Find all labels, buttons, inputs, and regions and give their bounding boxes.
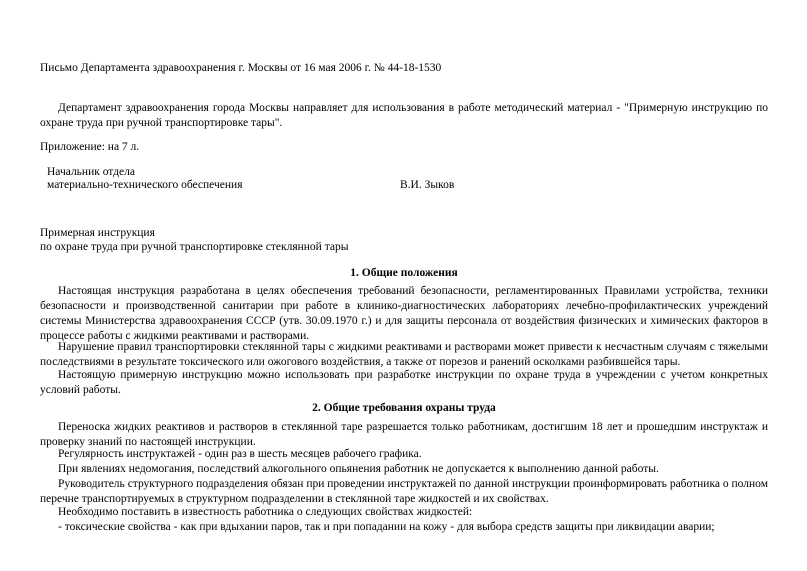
letter-title: Письмо Департамента здравоохранения г. Москвы от 16 мая 2006 г. № 44-18-1530 [40,62,442,74]
section2-paragraph: Регулярность инструктажей - один раз в шесть месяцев рабочего графика. [58,448,422,460]
section-heading-general: 1. Общие положения [350,267,458,279]
section1-paragraph: Настоящая инструкция разработана в целях обеспечения требований безопасности, регламентированных Правилами устройства, техники безопасности и производственной санитарии при работе в клинико-диагностических лабораториях лечебно-профилактических учреждений системы Министерства здравоохранения СССР (утв. 30.09.1970 г.) и для защиты персонала от воздействия физических и химических факторов в процессе работы с жидкими реактивами и растворами. [40,285,768,342]
letter-appendix: Приложение: на 7 л. [40,141,140,153]
signatory-name: В.И. Зыков [400,179,455,191]
section1-paragraph: Настоящую примерную инструкцию можно использовать при разработке инструкции по охране труда в учреждении с учетом конкретных условий работы. [40,369,768,396]
section2-paragraph: При явлениях недомогания, последствий алкогольного опьянения работник не допускается к выполнению данной работы. [58,463,659,475]
signatory-position-line2: материально-технического обеспечения [47,179,243,191]
section2-paragraph: Необходимо поставить в известность работника о следующих свойствах жидкостей: [58,506,473,518]
section2-paragraph: - токсические свойства - как при вдыхании паров, так и при попадании на кожу - для выбора средств защиты при ликвидации аварии; [58,521,715,533]
section2-paragraph: Переноска жидких реактивов и растворов в стеклянной таре разрешается только работникам, достигшим 18 лет и прошедшим инструктаж и проверку знаний по настоящей инструкции. [40,421,768,448]
letter-intro: Департамент здравоохранения города Москвы направляет для использования в работе методический материал - "Примерную инструкцию по охране труда при ручной транспортировке тары". [40,102,768,129]
instruction-title-line1: Примерная инструкция [40,227,155,239]
instruction-title-line2: по охране труда при ручной транспортировке стеклянной тары [40,241,349,253]
section2-paragraph: Руководитель структурного подразделения обязан при проведении инструктажей по данной инструкции проинформировать работника о полном перечне транспортируемых в структурном подразделении в стеклянной таре жидкостей и их свойствах. [40,478,768,505]
signatory-position-line1: Начальник отдела [47,166,135,178]
section-heading-safety-requirements: 2. Общие требования охраны труда [312,402,496,414]
section1-paragraph: Нарушение правил транспортировки стеклянной тары с жидкими реактивами и растворами может привести к несчастным случаям с тяжелыми последствиями в результате токсического или ожогового воздействия, а также от порезов и ранений осколками разбившейся тары. [40,341,768,368]
